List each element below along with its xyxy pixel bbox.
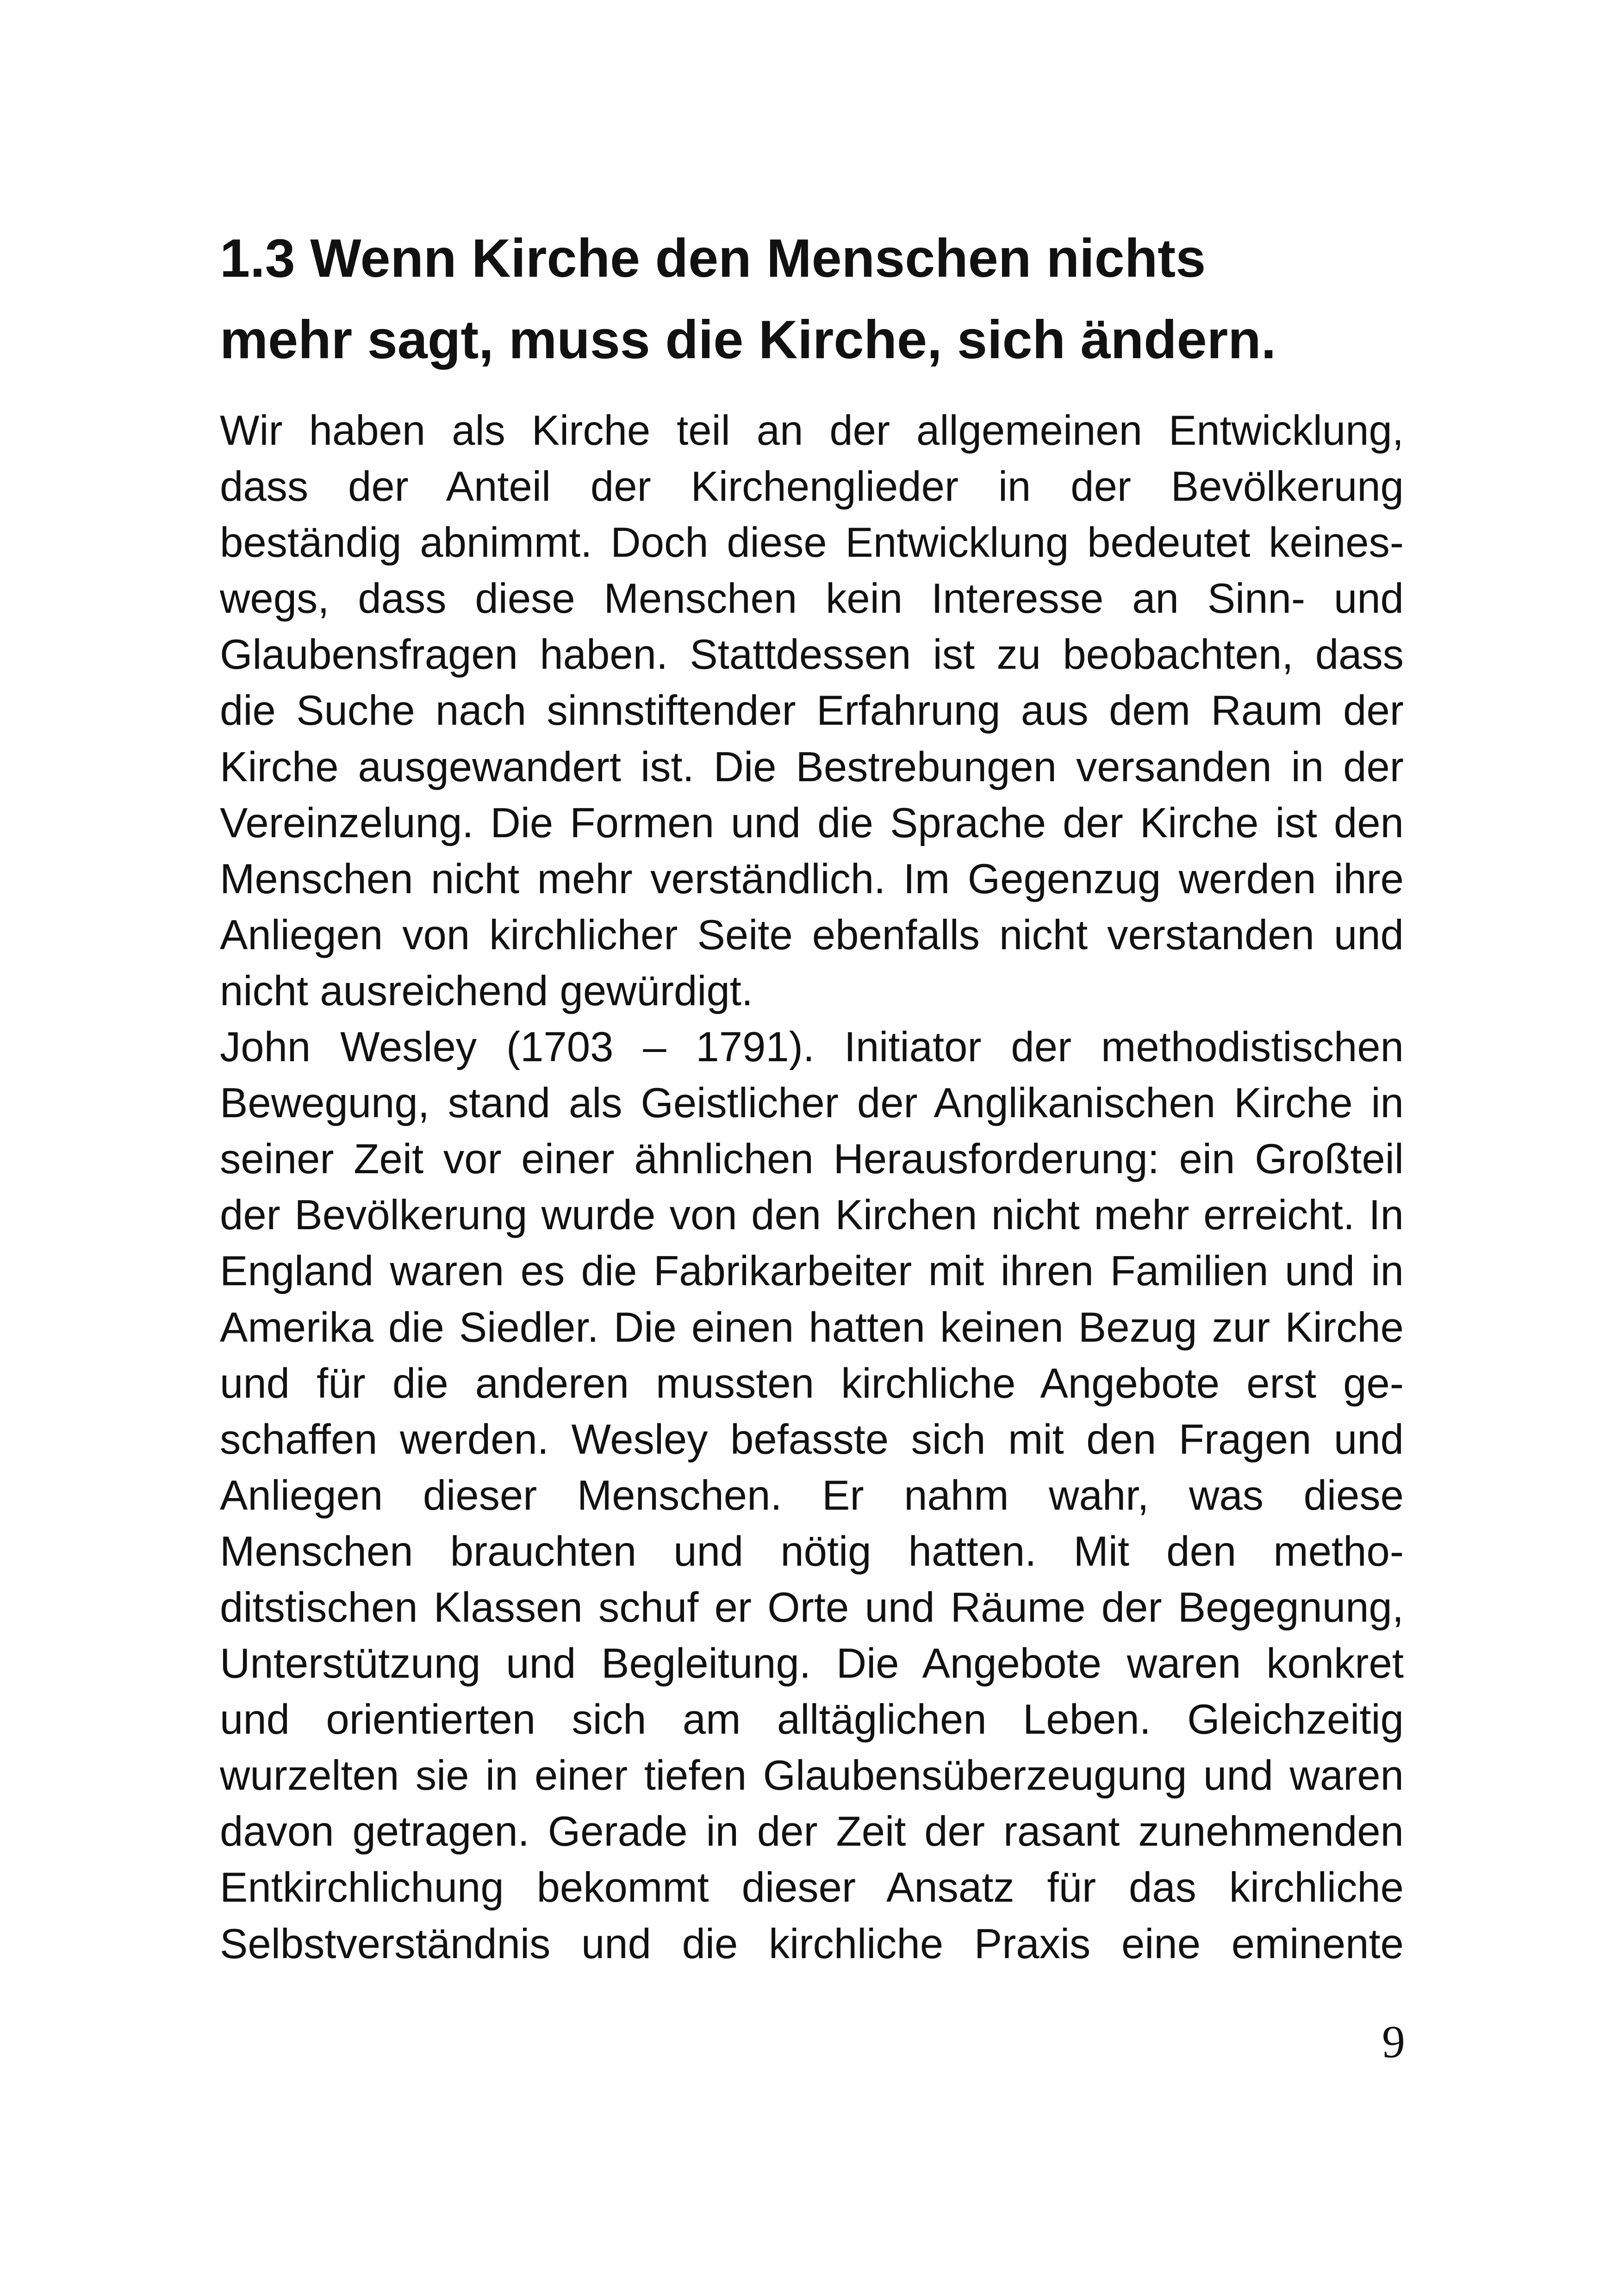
text-line: seiner Zeit vor einer ähnlichen Herausforderung: ein Großteil	[220, 1136, 1404, 1183]
section-heading	[220, 218, 1414, 380]
body-text	[220, 403, 1404, 1972]
text-line: Selbstverständnis und die kirchliche Praxis eine eminente	[220, 1920, 1404, 1967]
text-line: Glaubensfragen haben. Stattdessen ist zu beobachten, dass	[220, 631, 1404, 678]
text-line: Anliegen von kirchlicher Seite ebenfalls nicht verstanden und	[220, 911, 1404, 958]
text-line: davon getragen. Gerade in der Zeit der rasant zunehmenden	[220, 1808, 1404, 1855]
text-line: England waren es die Fabrikarbeiter mit ihren Familien und in	[220, 1248, 1404, 1295]
page-number: 9	[1382, 2016, 1405, 2067]
text-line: Menschen nicht mehr verständlich. Im Gegenzug werden ihre	[220, 855, 1404, 902]
text-line: wegs, dass diese Menschen kein Interesse an Sinn- und	[220, 575, 1404, 622]
text-line: Bewegung, stand als Geistlicher der Anglikanischen Kirche in	[220, 1080, 1404, 1127]
paragraph-1	[220, 403, 1404, 1019]
text-line: schaffen werden. Wesley befasste sich mit den Fragen und	[220, 1416, 1404, 1463]
text-line: Amerika die Siedler. Die einen hatten keinen Bezug zur Kirche	[220, 1304, 1404, 1351]
text-line: Unterstützung und Begleitung. Die Angebote waren konkret	[220, 1640, 1404, 1687]
heading-line: 1.3 Wenn Kirche den Menschen nichts	[220, 228, 1206, 288]
text-line: beständig abnimmt. Doch diese Entwicklung bedeutet keines-	[220, 519, 1404, 566]
text-line: Menschen brauchten und nötig hatten. Mit den metho-	[220, 1528, 1404, 1575]
text-line: Kirche ausgewandert ist. Die Bestrebungen versanden in der	[220, 743, 1404, 790]
text-line: Vereinzelung. Die Formen und die Sprache der Kirche ist den	[220, 799, 1404, 846]
text-line: und für die anderen mussten kirchliche Angebote erst ge-	[220, 1360, 1404, 1407]
text-line: nicht ausreichend gewürdigt.	[220, 967, 753, 1014]
text-line: dass der Anteil der Kirchenglieder in der Bevölkerung	[220, 463, 1404, 510]
heading-line: mehr sagt, muss die Kirche, sich ändern.	[220, 309, 1276, 370]
text-line: wurzelten sie in einer tiefen Glaubensüberzeugung und waren	[220, 1752, 1404, 1799]
text-line: Anliegen dieser Menschen. Er nahm wahr, was diese	[220, 1472, 1404, 1519]
text-line: ditstischen Klassen schuf er Orte und Räume der Begegnung,	[220, 1584, 1404, 1631]
text-line: Wir haben als Kirche teil an der allgemeinen Entwicklung,	[220, 407, 1404, 454]
text-line: der Bevölkerung wurde von den Kirchen nicht mehr erreicht. In	[220, 1192, 1404, 1239]
text-line: und orientierten sich am alltäglichen Leben. Gleichzeitig	[220, 1696, 1404, 1743]
text-line: Entkirchlichung bekommt dieser Ansatz für das kirchliche	[220, 1864, 1404, 1911]
paragraph-2	[220, 1019, 1404, 1972]
text-line: die Suche nach sinnstiftender Erfahrung aus dem Raum der	[220, 687, 1404, 734]
text-line: John Wesley (1703 – 1791). Initiator der methodistischen	[220, 1024, 1404, 1071]
